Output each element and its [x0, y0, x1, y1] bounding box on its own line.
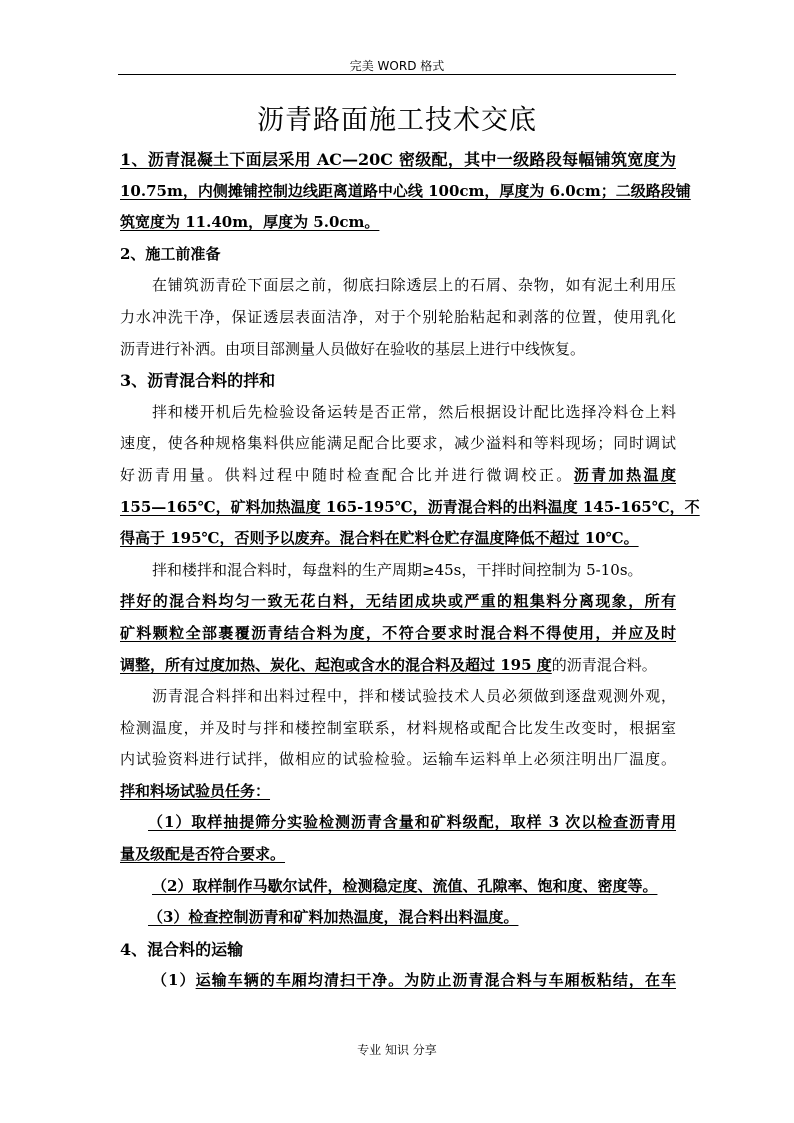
- page-footer: 专业 知识 分享: [357, 1043, 437, 1057]
- para2-line1: 拌和楼拌和混合料时，每盘料的生产周期≥45s，干拌时间控制为 5-10s。: [152, 560, 643, 579]
- section1-line1: 1、沥青混凝土下面层采用 AC—20C 密级配，其中一级路段每幅铺筑宽度为: [120, 150, 676, 169]
- section1-line3-text: 筑宽度为 11.40m，厚度为 5.0cm。: [120, 213, 380, 232]
- task-heading-text: 拌和料场试验员任务：: [120, 781, 271, 800]
- section2-line3: 沥青进行补洒。由项目部测量人员做好在验收的基层上进行中线恢复。: [120, 339, 586, 358]
- task1-line2: [120, 839, 676, 871]
- para1-line2: 速度，使各种规格集料供应能满足配合比要求，减少溢料和等料现场；同时调试: [120, 434, 676, 453]
- section2-heading: 2、施工前准备: [120, 244, 221, 263]
- task2-text: （2）取样制作马歇尔试件，检测稳定度、流值、孔隙率、饱和度、密度等。: [152, 876, 658, 895]
- task1-line1: （1）取样抽提筛分实验检测沥青含量和矿料级配，取样 3 次以检查沥青用: [148, 813, 676, 832]
- para1-line5-text: 得高于 195℃，否则予以废弃。混合料在贮料仓贮存温度降低不超过 10℃。: [120, 529, 639, 548]
- para1-line3: [120, 460, 676, 492]
- header-divider: [118, 74, 676, 75]
- page-header: 完美 WORD 格式: [349, 59, 445, 73]
- para3-line2: 检测温度，并及时与拌和楼控制室联系，材料规格或配合比发生改变时，根据室: [120, 718, 676, 737]
- section3-heading: 3、沥青混合料的拌和: [120, 371, 276, 391]
- task1-line2-text: 量及级配是否符合要求。: [120, 845, 286, 864]
- para3-line1: 沥青混合料拌和出料过程中，拌和楼试验技术人员必须做到逐盘观测外观，: [152, 687, 676, 706]
- section2-line2: 力水冲洗干净，保证透层表面洁净，对于个别轮胎粘起和剥落的位置，使用乳化: [120, 307, 676, 326]
- para2-line4-plain: 的沥青混合料。: [551, 655, 657, 674]
- task-heading: [120, 776, 676, 808]
- section2-line1: 在铺筑沥青砼下面层之前，彻底扫除透层上的石屑、杂物，如有泥土利用压: [152, 276, 676, 295]
- task3-line: [120, 902, 676, 934]
- section4-heading: 4、混合料的运输: [120, 939, 244, 959]
- para2-line3: 矿料颗粒全部裹覆沥青结合料为度，不符合要求时混合料不得使用，并应及时: [120, 623, 676, 642]
- para1-line4: 155—165℃，矿料加热温度 165-195℃，沥青混合料的出料温度 145-165℃，不: [120, 497, 700, 516]
- section4-line1-prefix: （1）: [152, 971, 196, 990]
- document-body: [120, 144, 700, 997]
- para3-line3: 内试验资料进行试拌，做相应的试验检验。运输车运料单上必须注明出厂温度。: [120, 750, 676, 769]
- section4-line1-text: 运输车辆的车厢均清扫干净。为防止沥青混合料与车厢板粘结，在车: [195, 971, 676, 990]
- para2-line4: [120, 650, 676, 682]
- para1-line5: [120, 523, 676, 555]
- para1-line3-plain: 好沥青用量。供料过程中随时检查配合比并进行微调校正。: [120, 465, 574, 484]
- section1-line2: 10.75m，内侧摊铺控制边线距离道路中心线 100cm，厚度为 6.0cm；二级路段铺: [120, 181, 691, 200]
- document-title: 沥青路面施工技术交底: [257, 105, 537, 136]
- para1-line3-emphasis: 沥青加热温度: [573, 465, 676, 484]
- para2-line4-emphasis: 调整，所有过度加热、炭化、起泡或含水的混合料及超过 195 度: [120, 655, 552, 674]
- task3-text: （3）检查控制沥青和矿料加热温度，混合料出料温度。: [148, 908, 519, 927]
- task2-line: [120, 871, 676, 903]
- section1-line3: [120, 207, 676, 239]
- section4-line1: [120, 965, 676, 997]
- para2-line2: 拌好的混合料均匀一致无花白料，无结团成块或严重的粗集料分离现象，所有: [120, 592, 676, 611]
- para1-line1: 拌和楼开机后先检验设备运转是否正常，然后根据设计配比选择冷料仓上料: [152, 402, 676, 421]
